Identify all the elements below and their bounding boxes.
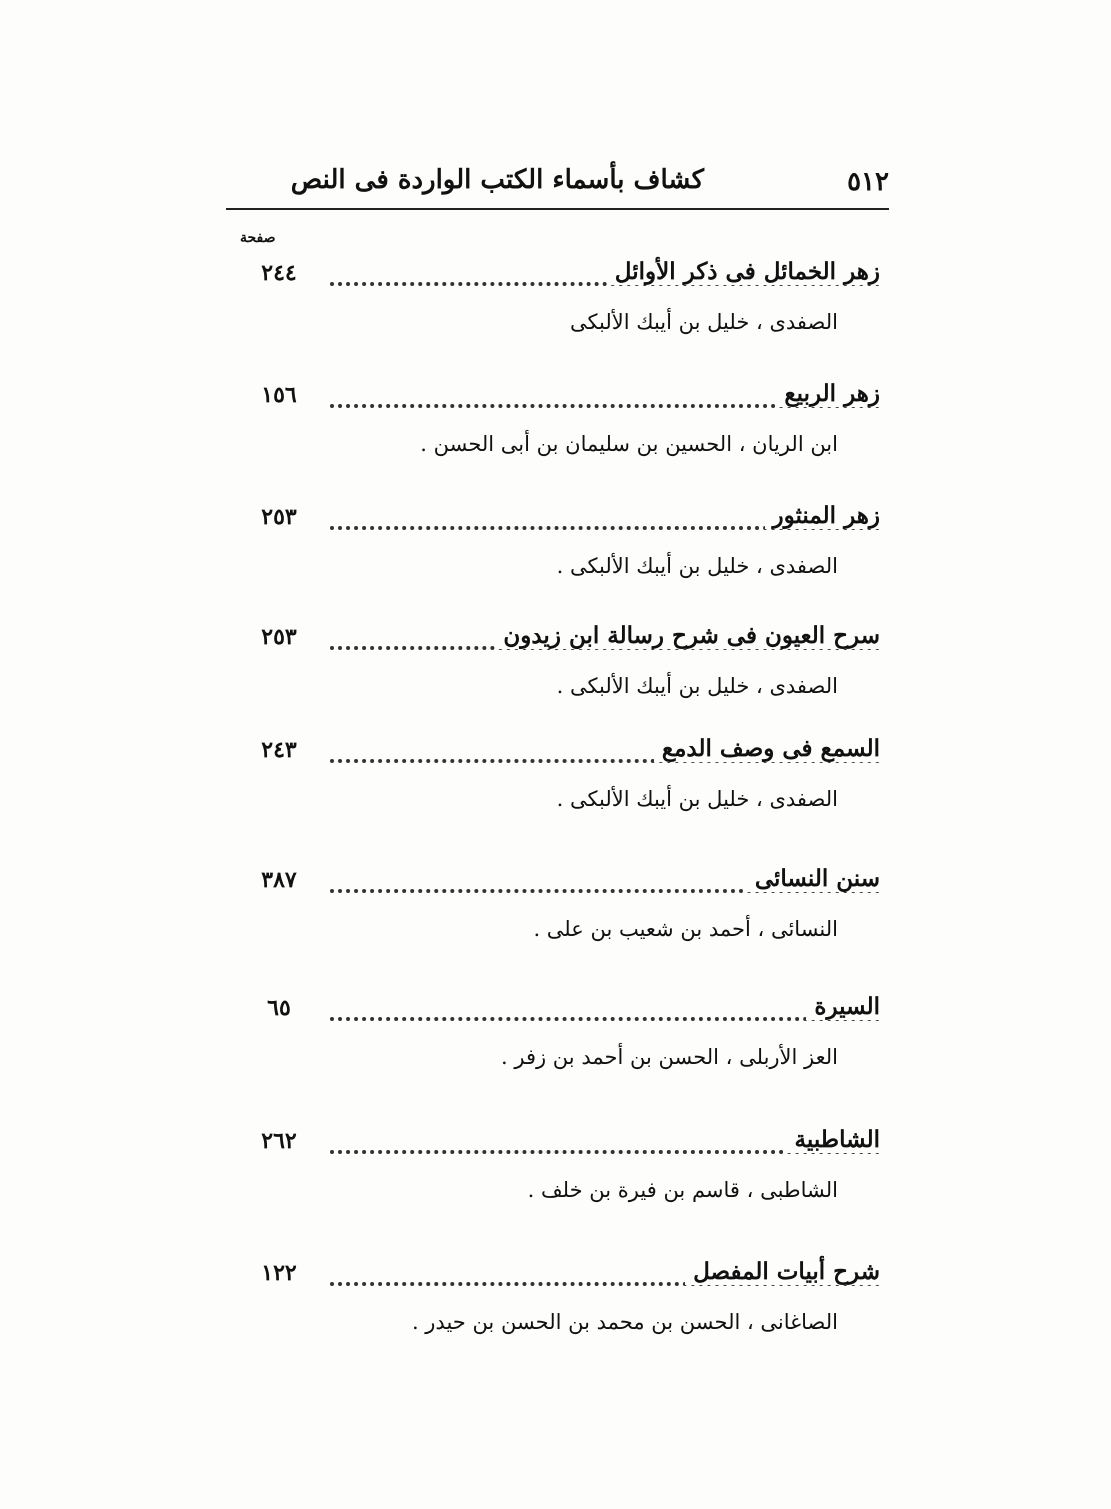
entry-title: سنن النسائى xyxy=(747,865,880,892)
index-entry xyxy=(250,502,880,578)
page-column-label: صفحة xyxy=(240,230,276,246)
index-entry xyxy=(250,1258,880,1334)
entry-title: زهر المنثور xyxy=(765,502,881,529)
running-title: كشاف بأسماء الكتب الواردة فى النص xyxy=(290,165,704,195)
entry-title: الشاطبية xyxy=(787,1126,880,1153)
entry-page-number: ٢٥٣ xyxy=(261,504,297,530)
index-entry xyxy=(250,1126,880,1202)
header-rule xyxy=(226,208,889,210)
entry-line xyxy=(250,1258,880,1298)
index-entry xyxy=(250,622,880,698)
entry-page-number: ١٥٦ xyxy=(261,382,297,408)
entry-author: الصاغانى ، الحسن بن محمد بن الحسن بن حيدر . xyxy=(411,1310,838,1334)
dot-leader xyxy=(330,1007,880,1021)
entry-line xyxy=(250,735,880,775)
entry-author: العز الأربلى ، الحسن بن أحمد بن زفر . xyxy=(501,1045,838,1069)
entry-author: ابن الريان ، الحسين بن سليمان بن أبى الحسن . xyxy=(420,432,838,456)
entry-title: زهر الخمائل فى ذكر الأوائل xyxy=(607,258,880,285)
entry-line xyxy=(250,993,880,1033)
index-entry xyxy=(250,993,880,1069)
page-number: ٥١٢ xyxy=(847,167,889,197)
index-entry xyxy=(250,258,880,334)
entry-page-number: ٢٤٤ xyxy=(261,260,297,286)
entry-title: السيرة xyxy=(806,993,880,1020)
page-header xyxy=(226,163,889,203)
index-entry xyxy=(250,735,880,811)
entry-author: الشاطبى ، قاسم بن فيرة بن خلف . xyxy=(527,1178,838,1202)
entry-author: الصفدى ، خليل بن أيبك الألبكى xyxy=(569,310,838,334)
entry-title: السمع فى وصف الدمع xyxy=(654,735,880,762)
entry-line xyxy=(250,1126,880,1166)
entry-author: الصفدى ، خليل بن أيبك الألبكى . xyxy=(556,554,838,578)
index-entry xyxy=(250,865,880,941)
entry-author: النسائى ، أحمد بن شعيب بن على . xyxy=(533,917,838,941)
entry-page-number: ٢٤٣ xyxy=(261,737,297,763)
entry-line xyxy=(250,258,880,298)
entry-line xyxy=(250,502,880,542)
index-entry xyxy=(250,380,880,456)
entry-author: الصفدى ، خليل بن أيبك الألبكى . xyxy=(556,787,838,811)
entry-title: زهر الربيع xyxy=(776,380,880,407)
entry-title: شرح أبيات المفصل xyxy=(685,1258,880,1285)
entry-author: الصفدى ، خليل بن أيبك الألبكى . xyxy=(556,674,838,698)
entry-line xyxy=(250,380,880,420)
entry-line xyxy=(250,865,880,905)
entry-page-number: ٢٦٢ xyxy=(261,1128,297,1154)
entry-page-number: ١٢٢ xyxy=(261,1260,297,1286)
entry-page-number: ٦٥ xyxy=(267,995,291,1021)
entry-line xyxy=(250,622,880,662)
entry-title: سرح العيون فى شرح رسالة ابن زيدون xyxy=(495,622,880,649)
entry-page-number: ٣٨٧ xyxy=(261,867,297,893)
entry-page-number: ٢٥٣ xyxy=(261,624,297,650)
